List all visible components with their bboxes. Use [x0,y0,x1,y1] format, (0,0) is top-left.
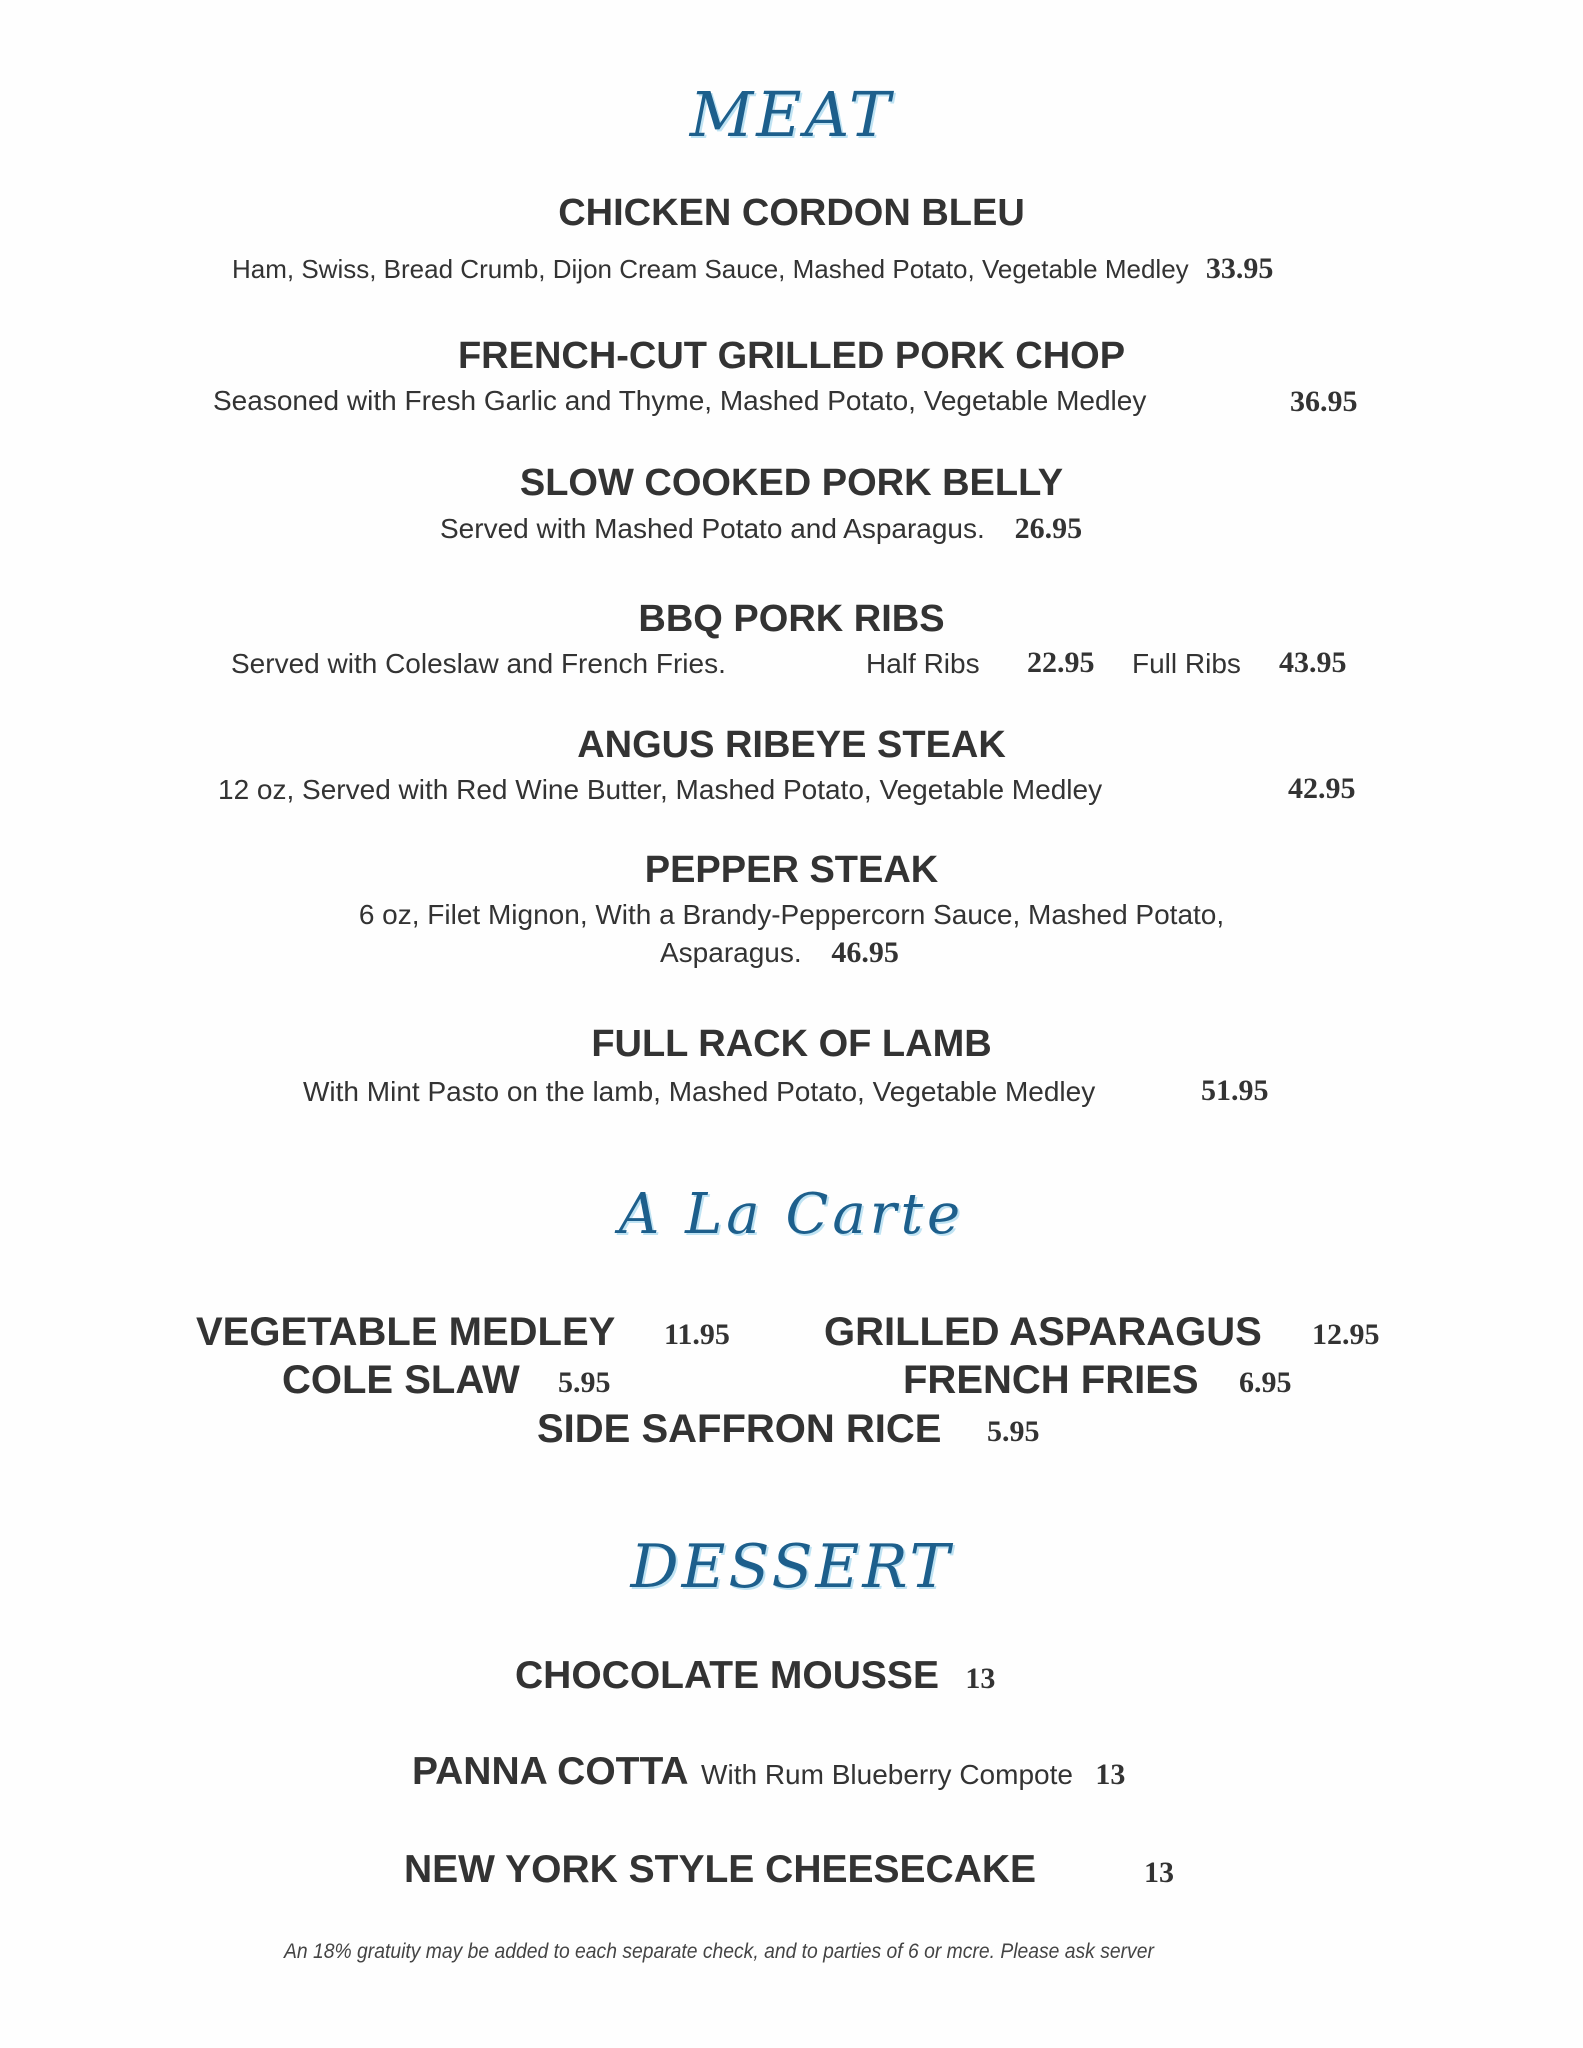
side-name-french-fries: FRENCH FRIES [903,1358,1199,1402]
item-name-rack-of-lamb: FULL RACK OF LAMB [591,1023,992,1065]
item-row-pork-belly [440,512,1082,546]
gratuity-note: An 18% gratuity may be added to each separate check, and to parties of 6 or mcre. Please ask server [284,1940,1154,1963]
item-desc-ribeye: 12 oz, Served with Red Wine Butter, Mashed Potato, Vegetable Medley [218,774,1103,805]
item-desc-bbq-ribs: Served with Coleslaw and French Fries. [231,648,726,679]
item-desc-pepper-steak-line1: 6 oz, Filet Mignon, With a Brandy-Peppercorn Sauce, Mashed Potato, [358,899,1225,930]
dessert-name-panna-cotta: PANNA COTTA [412,1750,689,1793]
dessert-desc-panna-cotta: With Rum Blueberry Compote [701,1759,1073,1790]
item-price-rack-of-lamb: 51.95 [1201,1074,1269,1107]
item-price-chicken-cordon-bleu: 33.95 [1205,252,1274,285]
item-price-pork-chop: 36.95 [1290,385,1358,418]
item-price-full-ribs: 43.95 [1279,646,1347,679]
item-name-pepper-steak: PEPPER STEAK [644,849,939,891]
section-title-meat: MEAT [689,78,894,151]
item-price-ribeye: 42.95 [1288,772,1356,805]
item-price-pepper-steak: 46.95 [831,936,899,969]
dessert-row-panna-cotta [412,1750,1125,1794]
item-desc-pork-belly: Served with Mashed Potato and Asparagus. [440,513,985,544]
item-name-bbq-ribs: BBQ PORK RIBS [638,598,945,640]
item-price-half-ribs: 22.95 [1027,646,1095,679]
item-row-chicken-cordon-bleu [232,252,1273,286]
item-name-ribeye: ANGUS RIBEYE STEAK [577,724,1006,766]
item-desc-pepper-steak-line2: Asparagus. [660,937,802,968]
item-desc-pork-chop: Seasoned with Fresh Garlic and Thyme, Mashed Potato, Vegetable Medley [213,385,1147,416]
side-price-vegetable-medley: 11.95 [664,1318,730,1351]
side-price-grilled-asparagus: 12.95 [1312,1318,1380,1351]
side-price-cole-slaw: 5.95 [558,1366,611,1399]
side-name-cole-slaw: COLE SLAW [282,1358,520,1402]
side-name-vegetable-medley: VEGETABLE MEDLEY [196,1310,616,1354]
dessert-price-cheesecake: 13 [1144,1856,1174,1889]
item-row-pepper-steak [660,936,899,970]
side-price-saffron-rice: 5.95 [987,1415,1040,1448]
dessert-name-chocolate-mousse: CHOCOLATE MOUSSE [515,1654,939,1697]
item-name-pork-belly: SLOW COOKED PORK BELLY [519,462,1064,504]
side-name-saffron-rice: SIDE SAFFRON RICE [537,1407,942,1451]
item-name-pork-chop: FRENCH-CUT GRILLED PORK CHOP [457,335,1126,377]
item-label-full-ribs: Full Ribs [1132,648,1241,679]
side-price-french-fries: 6.95 [1239,1366,1292,1399]
section-title-a-la-carte: A La Carte [618,1182,965,1247]
dessert-name-cheesecake: NEW YORK STYLE CHEESECAKE [404,1848,1037,1891]
section-title-dessert: DESSERT [630,1532,953,1602]
dessert-price-panna-cotta: 13 [1095,1758,1126,1791]
item-price-pork-belly: 26.95 [1014,512,1083,545]
side-name-grilled-asparagus: GRILLED ASPARAGUS [824,1310,1262,1354]
item-name-chicken-cordon-bleu: CHICKEN CORDON BLEU [558,192,1025,234]
item-desc-rack-of-lamb: With Mint Pasto on the lamb, Mashed Potato, Vegetable Medley [303,1076,1096,1107]
dessert-row-chocolate-mousse [515,1654,995,1698]
item-label-half-ribs: Half Ribs [866,648,980,679]
item-desc-chicken-cordon-bleu: Ham, Swiss, Bread Crumb, Dijon Cream Sauce, Mashed Potato, Vegetable Medley [232,254,1189,284]
dessert-price-chocolate-mousse: 13 [965,1662,996,1695]
